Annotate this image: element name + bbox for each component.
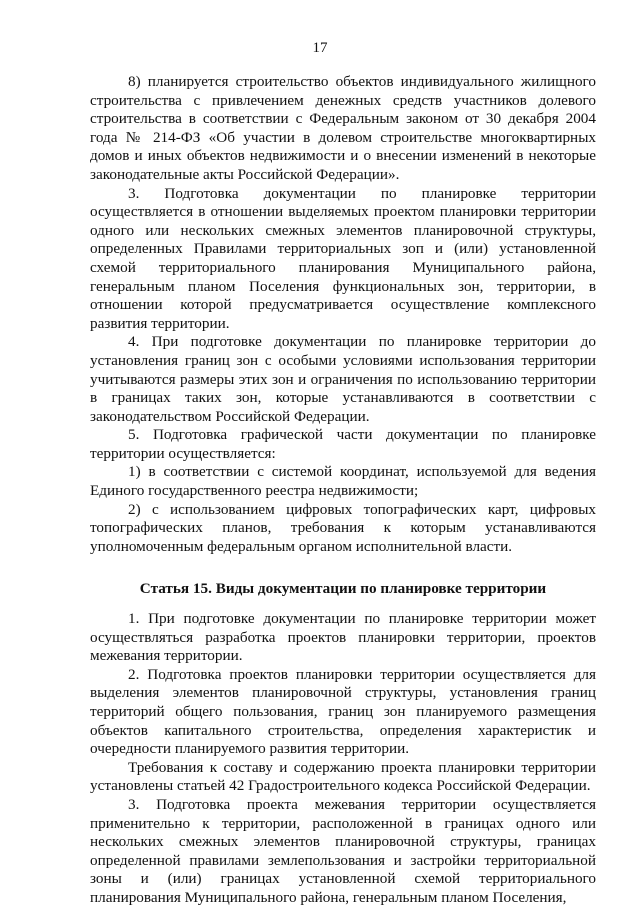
paragraph-article-section-3: 3. Подготовка проекта межевания территории осуществляется применительно к территории, расположенной в границах одного или нескольких смежных элементов планировочной структуры, границах определенной правилами землепользования и застройки территориальной зоны и (или) границах установленной схемой территориального планирования Муниципального района, генеральным планом Поселения,: [90, 795, 596, 906]
paragraph-section-5: 5. Подготовка графической части документации по планировке территории осуществляется:: [90, 426, 596, 462]
article-heading: Статья 15. Виды документации по планировке территории: [139, 580, 547, 598]
paragraph-requirements: Требования к составу и содержанию проекта планировки территории установлены статьей 42 Градостроительного кодекса Российской Федерации.: [90, 758, 596, 795]
document-body: [90, 73, 596, 908]
paragraph-subitem-2: 2) с использованием цифровых топографических карт, цифровых топографических планов, требования к которым устанавливаются уполномоченным федеральным органом исполнительной власти.: [90, 500, 596, 555]
paragraph-subitem-1: 1) в соответствии с системой координат, используемой для ведения Единого государственного реестра недвижимости;: [90, 463, 596, 500]
paragraph-article-section-2: 2. Подготовка проектов планировки территории осуществляется для выделения элементов планировочной структуры, установления границ территорий общего пользования, границ зон планируемого размещения объектов капитального строительства, определения характеристик и очередности планируемого развития территории.: [90, 665, 596, 758]
paragraph-article-section-1: 1. При подготовке документации по планировке территории может осуществляться разработка проектов планировки территории, проектов межевания территории.: [90, 610, 596, 665]
paragraph-section-4: 4. При подготовке документации по планировке территории до установления границ зон с особыми условиями использования территории учитываются размеры этих зон и ограничения по использованию территории в границах таких зон, которые устанавливаются в соответствии с законодательством Российской Федерации.: [90, 333, 596, 425]
paragraph-section-3: 3. Подготовка документации по планировке территории осуществляется в отношении выделяемых проектом планировки территории одного или нескольких смежных элементов планировочной структуры, определенных Правилами территориальных зоп и (или) установленной схемой территориального планирования Муниципального района, генеральным планом Поселения функциональных зон, территории, в отношении которой предусматривается осуществление комплексного развития территории.: [90, 184, 596, 332]
page-number: 17: [312, 40, 328, 56]
paragraph-item-8: 8) планируется строительство объектов индивидуального жилищного строительства с привлечением денежных средств участников долевого строительства в соответствии с Федеральным законом от 30 декабря 2004 года № 214-ФЗ «Об участии в долевом строительстве многоквартирных домов и иных объектов недвижимости и о внесении изменений в некоторые законодательные акты Российской Федерации».: [90, 73, 596, 183]
